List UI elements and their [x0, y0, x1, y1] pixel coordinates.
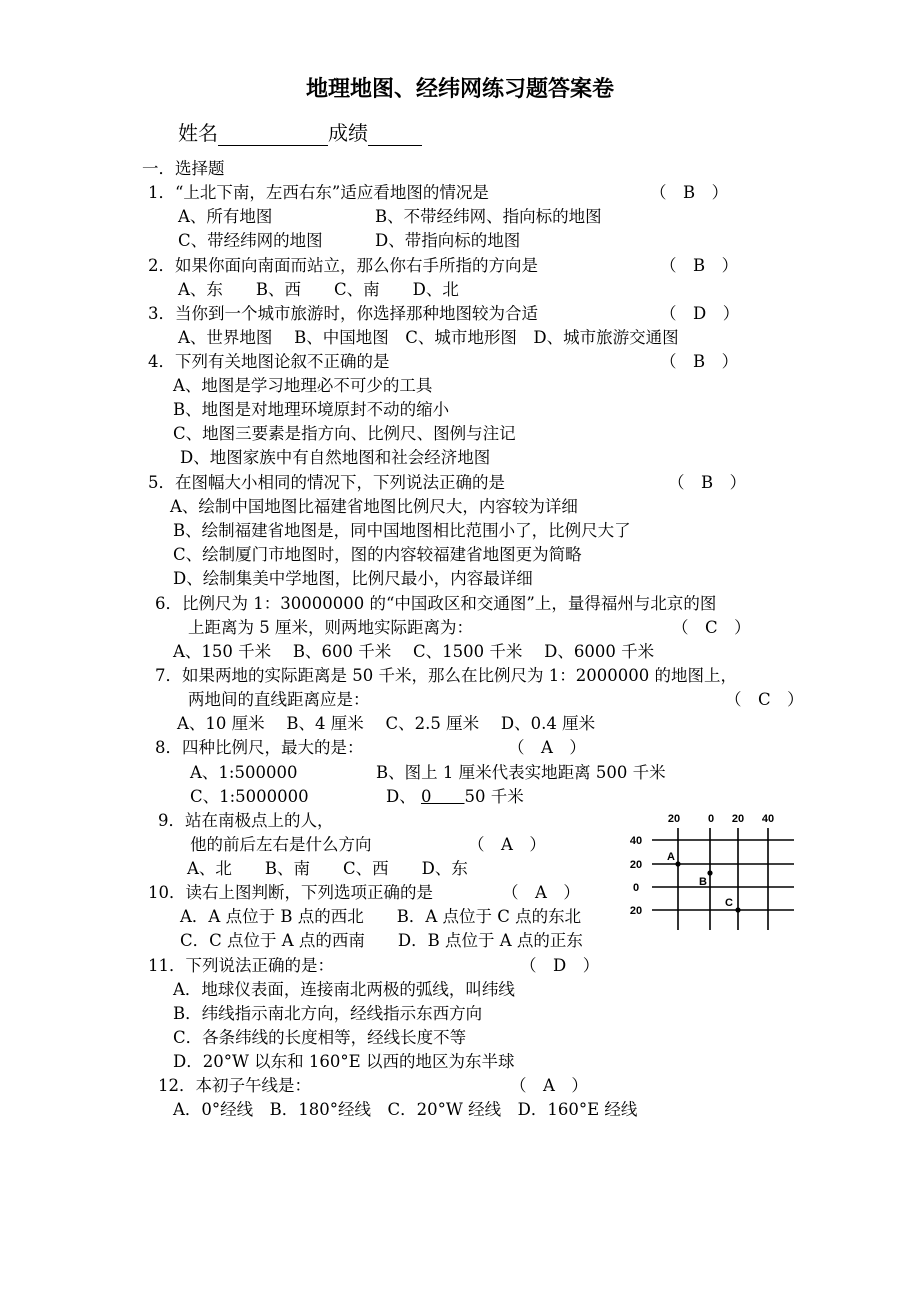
grid-top-label: 20	[667, 813, 681, 825]
scale-bar-zero: 0	[420, 787, 432, 806]
q8-option-d	[386, 786, 524, 808]
q9-stem-line1: 9．站在南极点上的人，	[158, 811, 334, 830]
name-blank[interactable]	[218, 125, 328, 146]
q2-answer: （ B ）	[660, 256, 739, 275]
q6-options: A、150 千米 B、600 千米 C、1500 千米 D、6000 千米	[173, 642, 655, 661]
q8-option-d-prefix: D、	[386, 787, 416, 806]
grid-left-label: 0	[632, 882, 640, 894]
grid-left-label: 20	[629, 859, 643, 871]
page-title: 地理地图、经纬网练习题答案卷	[305, 77, 614, 102]
name-score-row	[178, 120, 422, 146]
q3-options: A、世界地图 B、中国地图 C、城市地形图 D、城市旅游交通图	[178, 328, 679, 347]
point-a-label: A	[667, 851, 675, 863]
q8-option-a: A、1:500000	[190, 763, 298, 782]
q5-answer: （ B ）	[668, 473, 747, 492]
q4-answer: （ B ）	[660, 352, 739, 371]
section-heading: 一．选择题	[142, 159, 225, 178]
grid-top-label: 0	[707, 813, 715, 825]
q4-stem: 4．下列有关地图论叙不正确的是	[148, 352, 390, 371]
q11-option-a: A．地球仪表面，连接南北两极的弧线，叫纬线	[173, 980, 515, 999]
q5-option-c: C、绘制厦门市地图时，图的内容较福建省地图更为简略	[173, 545, 582, 564]
q5-option-a: A、绘制中国地图比福建省地图比例尺大，内容较为详细	[170, 497, 578, 516]
q11-answer: （ D ）	[520, 956, 600, 975]
q1-stem: 1．“上北下南，左西右东”适应看地图的情况是	[148, 183, 489, 202]
q5-stem: 5．在图幅大小相同的情况下，下列说法正确的是	[148, 473, 505, 492]
point-c-marker	[735, 907, 740, 912]
q6-stem-line1: 6．比例尺为 1：30000000 的“中国政区和交通图”上，量得福州与北京的图	[155, 594, 717, 613]
q11-option-b: B．纬线指示南北方向，经线指示东西方向	[173, 1004, 483, 1023]
q4-option-d: D、地图家族中有自然地图和社会经济地图	[180, 448, 491, 467]
point-b-label: B	[699, 876, 707, 888]
q7-stem-line1: 7．如果两地的实际距离是 50 千米，那么在比例尺为 1：2000000 的地图上，	[155, 666, 737, 685]
score-label: 成绩	[328, 121, 368, 145]
q7-stem-line2: 两地间的直线距离应是：	[188, 690, 370, 709]
score-blank[interactable]	[368, 125, 422, 146]
q2-stem: 2．如果你面向南面而站立，那么你右手所指的方向是	[148, 256, 538, 275]
q3-stem: 3．当你到一个城市旅游时，你选择那种地图较为合适	[148, 304, 538, 323]
q1-option-d: D、带指向标的地图	[375, 231, 521, 250]
q10-options-cd: C．C 点位于 A 点的西南 D．B 点位于 A 点的正东	[180, 931, 583, 950]
q10-stem: 10．读右上图判断，下列选项正确的是	[148, 883, 433, 902]
q1-option-a: A、所有地图	[178, 207, 273, 226]
q12-options: A．0°经线 B．180°经线 C．20°W 经线 D．160°E 经线	[173, 1100, 638, 1119]
q5-option-d: D、绘制集美中学地图，比例尺最小，内容最详细	[173, 569, 533, 588]
scale-bar-line	[431, 787, 464, 806]
grid-left-label: 20	[629, 905, 643, 917]
grid-top-label: 40	[761, 813, 775, 825]
q8-answer: （ A ）	[508, 738, 586, 757]
q4-option-a: A、地图是学习地理必不可少的工具	[173, 376, 433, 395]
q12-answer: （ A ）	[510, 1076, 588, 1095]
grid-lines	[652, 828, 794, 930]
q8-option-c: C、1:5000000	[190, 787, 309, 806]
q7-answer: （ C ）	[725, 690, 804, 709]
q10-options-ab: A．A 点位于 B 点的西北 B．A 点位于 C 点的东北	[180, 907, 582, 926]
point-a-marker	[675, 861, 680, 866]
lat-long-grid-figure	[620, 806, 805, 936]
q5-option-b: B、绘制福建省地图是，同中国地图相比范围小了，比例尺大了	[173, 521, 631, 540]
q6-stem-line2: 上距离为 5 厘米，则两地实际距离为：	[188, 618, 473, 637]
q8-option-b: B、图上 1 厘米代表实地距离 500 千米	[376, 763, 666, 782]
q1-answer: （ B ）	[650, 183, 729, 202]
q10-answer: （ A ）	[502, 883, 580, 902]
q12-stem: 12．本初子午线是：	[158, 1076, 311, 1095]
q11-option-c: C．各条纬线的长度相等，经线长度不等	[173, 1028, 467, 1047]
q4-option-b: B、地图是对地理环境原封不动的缩小	[173, 400, 450, 419]
q9-answer: （ A ）	[468, 835, 546, 854]
q6-answer: （ C ）	[672, 618, 751, 637]
scale-bar-end: 50 千米	[464, 787, 524, 806]
q4-option-c: C、地图三要素是指方向、比例尺、图例与注记	[173, 424, 516, 443]
point-b-marker	[707, 870, 712, 875]
q2-options: A、东 B、西 C、南 D、北	[178, 280, 459, 299]
q7-options: A、10 厘米 B、4 厘米 C、2.5 厘米 D、0.4 厘米	[177, 714, 596, 733]
name-label: 姓名	[178, 121, 218, 145]
q9-options: A、北 B、南 C、西 D、东	[187, 859, 468, 878]
q9-stem-line2: 他的前后左右是什么方向	[190, 835, 372, 854]
grid-left-label: 40	[629, 835, 643, 847]
grid-top-label: 20	[731, 813, 745, 825]
q8-stem: 8．四种比例尺，最大的是：	[155, 738, 364, 757]
point-c-label: C	[725, 897, 733, 909]
q11-stem: 11．下列说法正确的是：	[148, 956, 334, 975]
q1-option-b: B、不带经纬网、指向标的地图	[375, 207, 602, 226]
q3-answer: （ D ）	[660, 304, 740, 323]
q11-option-d: D．20°W 以东和 160°E 以西的地区为东半球	[173, 1052, 515, 1071]
q1-option-c: C、带经纬网的地图	[178, 231, 323, 250]
